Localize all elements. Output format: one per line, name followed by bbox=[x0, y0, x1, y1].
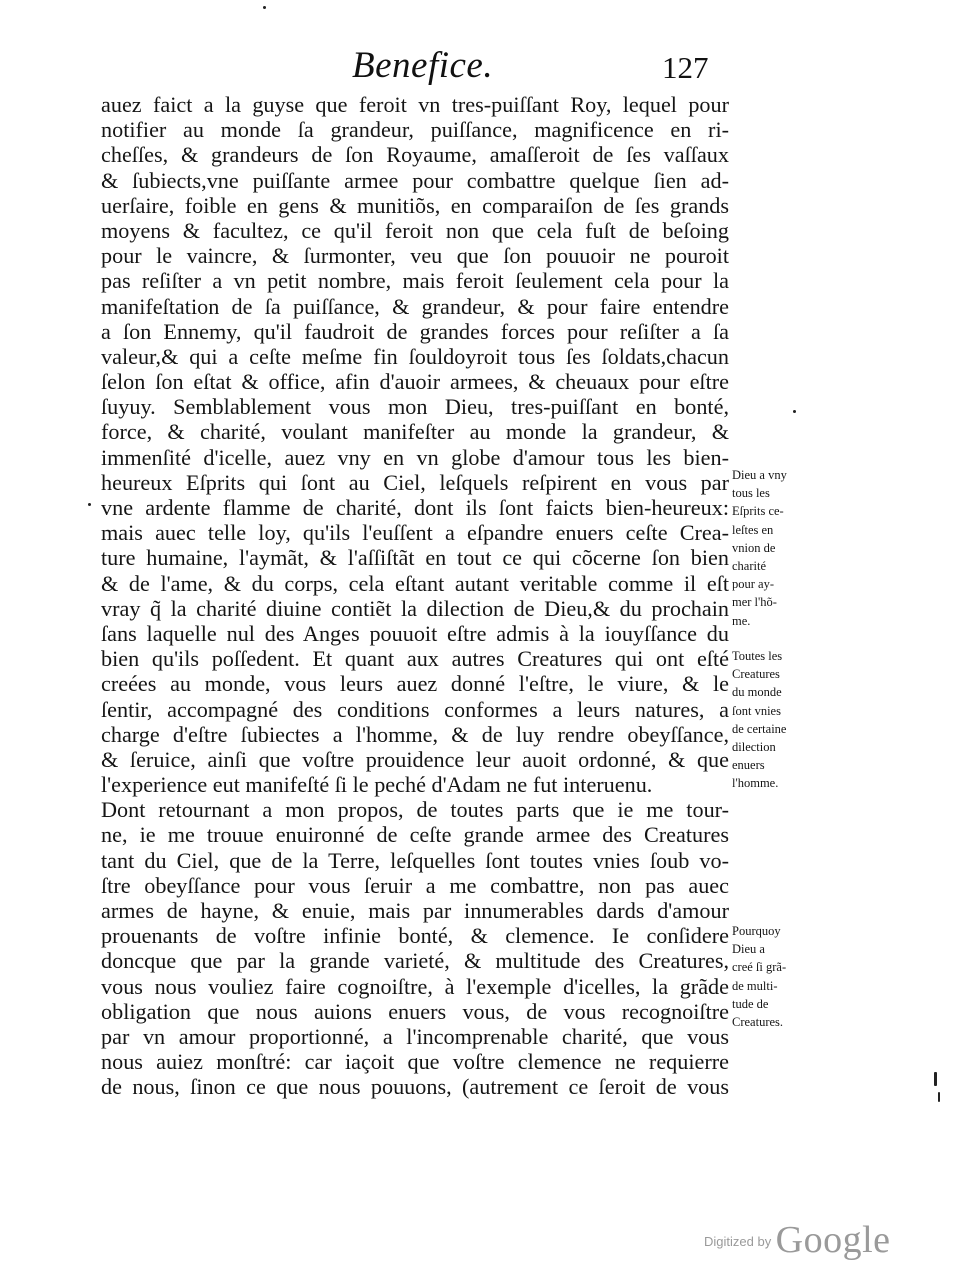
text-line: cheſſes, & grandeurs de ſon Royaume, amaſſeroit de ſes vaſſaux bbox=[101, 142, 729, 168]
margin-note-line: Pourquoy bbox=[732, 924, 781, 938]
page-number: 127 bbox=[662, 50, 709, 85]
margin-note-line: de multi- bbox=[732, 978, 778, 993]
text-line: bien qu'ils poſſedent. Et quant aux autres Creatures qui ont eſté bbox=[101, 646, 729, 672]
text-line: ſtre obeyſſance pour vous ſeruir a me combattre, non pas auec bbox=[101, 872, 729, 898]
text-line: Dont retournant a mon propos, de toutes parts que ie me tour- bbox=[101, 797, 729, 823]
text-line: manifeſtation de ſa puiſſance, & grandeur, & pour faire entendre bbox=[101, 293, 729, 319]
margin-note-line: tude de bbox=[732, 996, 769, 1011]
text-line: tant du Ciel, que de la Terre, leſquelles ſont toutes vnies ſoub vo- bbox=[101, 847, 729, 873]
text-line: & de l'ame, & du corps, cela eſtant autant veritable comme il eſt bbox=[101, 570, 729, 596]
text-line: par vn amour proportionné, a l'incomprenable charité, que vous bbox=[101, 1023, 729, 1049]
text-line: armes de hayne, & enuie, mais par innumerables dards d'amour bbox=[101, 898, 729, 923]
text-line: moyens & facultez, ce qu'il feroit non que cela fuſt de beſoing bbox=[101, 217, 729, 243]
text-line: doncque que par la grande varieté, & multitude des Creatures, bbox=[101, 948, 729, 974]
text-line: ture humaine, l'aymãt, & l'aſſiſtãt en tout ce qui cõcerne ſon bien bbox=[101, 545, 729, 571]
margin-note bbox=[732, 922, 822, 1031]
scan-speck bbox=[263, 6, 266, 9]
google-wordmark: Google bbox=[775, 1219, 891, 1261]
margin-note-line: mer l'hõ- bbox=[732, 595, 777, 610]
text-line: ne, ie me trouue enuironné de ceſte grande armee des Creatures bbox=[101, 822, 729, 848]
text-line: prouenants de voſtre infinie bonté, & clemence. Ie conſidere bbox=[101, 923, 729, 949]
text-line: heureux Eſprits qui ſont au Ciel, leſquels reſpirent en vous par bbox=[101, 469, 729, 495]
scan-speck bbox=[793, 410, 796, 413]
text-line: & ſubiects,vne puiſſante armee pour combattre quelque ſien ad- bbox=[101, 167, 729, 193]
margin-note-line: Toutes les bbox=[732, 649, 783, 663]
text-line: l'experience eut manifeſté ſi le peché d'Adam ne fut interuenu. bbox=[101, 772, 653, 798]
text-line: nous auiez monſtré: car iaçoit que voſtre clemence ne requierre bbox=[101, 1049, 729, 1075]
text-line: obligation que nous auions enuers vous, de vous recognoiſtre bbox=[101, 998, 729, 1024]
text-line: & ſeruice, ainſi que voſtre prouidence leur auoit ordonné, & que bbox=[101, 746, 729, 772]
margin-note bbox=[732, 647, 822, 793]
text-line: uerſaire, foible en gens & munitiõs, en comparaiſon de ſes grands bbox=[101, 192, 729, 218]
margin-note-line: dilection bbox=[732, 739, 776, 754]
text-line: notifier au monde ſa grandeur, puiſſance, magnificence en ri- bbox=[101, 117, 729, 143]
text-line: ſuyuy. Semblablement vous mon Dieu, tres-puiſſant en bonté, bbox=[101, 394, 729, 420]
text-line: ſelon ſon eſtat & office, afin d'auoir armees, & cheuaux pour eſtre bbox=[101, 369, 729, 395]
text-line: creées au monde, vous leurs auez donné l'eſtre, le viure, & le bbox=[101, 671, 729, 697]
text-line: auez faict a la guyse que feroit vn tres-puiſſant Roy, lequel pour bbox=[101, 92, 729, 117]
margin-note-line: leſtes en bbox=[732, 522, 774, 537]
scan-speck bbox=[938, 1092, 940, 1102]
text-line: vne ardente flamme de charité, dont ils ſont faicts bien-heureux: bbox=[101, 495, 729, 520]
margin-note-line: tous les bbox=[732, 486, 770, 501]
text-line: vous nous vouliez faire cognoiſtre, à l'exemple d'icelles, la grãde bbox=[101, 973, 729, 999]
margin-note-line: l'homme. bbox=[732, 776, 779, 791]
margin-note-line: me. bbox=[732, 613, 751, 628]
text-line: de nous, ſinon ce que nous pouuons, (autrement ce ſeroit de vous bbox=[101, 1074, 729, 1100]
margin-note-line: creé ſi grã- bbox=[732, 960, 787, 975]
margin-note-line: du monde bbox=[732, 685, 782, 700]
margin-note-line: Creatures bbox=[732, 667, 780, 682]
margin-note-line: pour ay- bbox=[732, 577, 774, 592]
digitized-by-label: Digitized by bbox=[704, 1234, 772, 1249]
margin-note-line: charité bbox=[732, 558, 767, 573]
margin-note-line: enuers bbox=[732, 758, 765, 773]
text-line: charge d'eſtre ſubiectes a l'homme, & de luy rendre obeyſſance, bbox=[101, 721, 729, 747]
margin-note bbox=[732, 466, 822, 630]
text-line: force, & charité, voulant manifeſter au monde la grandeur, & bbox=[101, 419, 729, 445]
text-line: ſans laquelle nul des Anges pouuoit eſtre admis à la iouyſſance du bbox=[101, 620, 729, 646]
text-line: pour le vaincre, & ſurmonter, veu que ſon pouuoir ne pouroit bbox=[101, 243, 729, 269]
margin-note-line: Eſprits ce- bbox=[732, 504, 784, 519]
text-line: ſentir, accompagné des conditions conformes a leurs natures, a bbox=[101, 696, 729, 722]
running-head: Benefice. bbox=[352, 45, 494, 86]
margin-note-line: Creatures. bbox=[732, 1014, 784, 1029]
text-line: pas reſiſter a vn petit nombre, mais feroit ſeulement cela pour la bbox=[101, 268, 729, 294]
scan-speck bbox=[934, 1072, 937, 1086]
margin-note-line: Dieu a bbox=[732, 942, 765, 957]
text-line: immenſité d'icelle, auez vny en vn globe d'amour tous les bien- bbox=[101, 444, 729, 470]
margin-note-line: vnion de bbox=[732, 540, 776, 555]
main-text-block bbox=[101, 92, 729, 1100]
text-line: vray q̃ la charité diuine contiẽt la dilection de Dieu,& du prochain bbox=[101, 595, 729, 621]
digitized-watermark bbox=[704, 1218, 891, 1262]
margin-note-line: ſont vnies bbox=[732, 703, 781, 718]
text-line: a ſon Ennemy, qu'il faudroit de grandes forces pour reſiſter a ſa bbox=[101, 318, 729, 344]
text-line: mais auec telle loy, qu'ils l'euſſent a eſpandre enuers ceſte Crea- bbox=[101, 520, 729, 546]
margin-note-line: Dieu a vny bbox=[732, 468, 787, 482]
margin-note-line: de certaine bbox=[732, 721, 787, 736]
text-line: valeur,& qui a ceſte meſme fin ſouldoyroit tous ſes ſoldats,chacun bbox=[101, 343, 729, 369]
scan-speck bbox=[88, 503, 91, 506]
